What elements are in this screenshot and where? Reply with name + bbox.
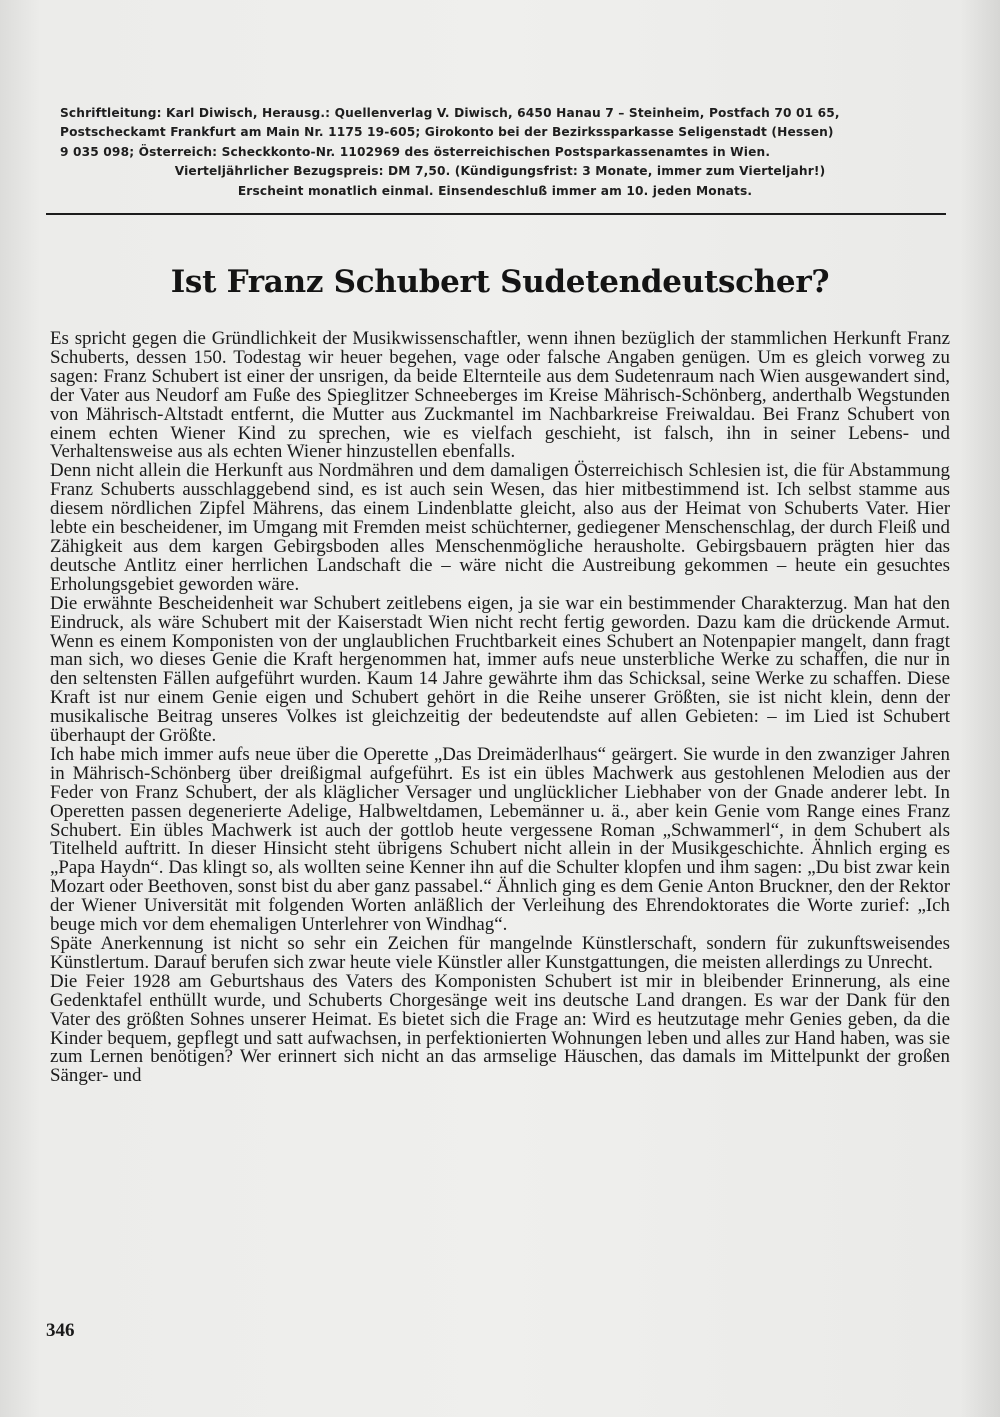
article-title: Ist Franz Schubert Sudetendeutscher? xyxy=(170,264,830,300)
paragraph: Denn nicht allein die Herkunft aus Nordmähren und dem damaligen Österreichisch Schlesien ist, die für Abstammung Franz Schuberts ausschlaggebend sind, es ist auch sein Wesen, das hier mitbestimmend ist. Ich selbst stamme aus diesem nördlichen Zipfel Mährens, das einem Lindenblatte gleicht, also aus der Heimat von Schuberts Vater. Hier lebte ein bescheidener, im Umgang mit Fremden meist schüchterner, gediegener Menschenschlag, der durch Fleiß und Zähigkeit aus dem kargen Gebirgsboden alles Menschenmögliche herausholte. Gebirgsbauern prägten hier das deutsche Antlitz einer herrlichen Landschaft die – wäre nicht die Austreibung gekommen – heute ein gesuchtes Erholungsgebiet geworden wäre. xyxy=(50,460,950,595)
masthead-line: Postscheckamt Frankfurt am Main Nr. 1175 19-605; Girokonto bei der Bezirkssparkasse Seligenstadt (Hessen) xyxy=(60,125,834,140)
masthead-line: 9 035 098; Österreich: Scheckkonto-Nr. 1102969 des österreichischen Postsparkassenamtes in Wien. xyxy=(60,144,771,159)
paragraph: Späte Anerkennung ist nicht so sehr ein Zeichen für mangelnde Künstlerschaft, sondern für zukunftsweisendes Künstlertum. Darauf berufen sich zwar heute viele Künstler aller Kunstgattungen, die meisten allerdings zu Unrecht. xyxy=(50,933,950,973)
paragraph: Ich habe mich immer aufs neue über die Operette „Das Dreimäderlhaus“ geärgert. Sie wurde in den zwanziger Jahren in Mährisch-Schönberg über dreißigmal aufgeführt. Es ist ein übles Machwerk aus gestohlenen Melodien aus der Feder von Franz Schubert, der als kläglicher Versager und unglücklicher Liebhaber von der Gnade anderer lebt. In Operetten passen degenerierte Adelige, Halbweltdamen, Lebemänner u. ä., aber kein Genie vom Range eines Franz Schubert. Ein übles Machwerk ist auch der gottlob heute vergessene Roman „Schwammerl“, in dem Schubert als Titelheld auftritt. In dieser Hinsicht steht übrigens Schubert nicht allein in der Musikgeschichte. Ähnlich erging es „Papa Haydn“. Das klingt so, als wollten seine Kenner ihn auf die Schulter klopfen und ihm sagen: „Du bist zwar kein Mozart oder Beethoven, sonst bist du aber ganz passabel.“ Ähnlich ging es dem Genie Anton Bruckner, den der Rektor der Wiener Universität mit folgenden Worten anläßlich der Verleihung des Ehrendoktorates die Worte zurief: „Ich beuge mich vor dem ehemaligen Unterlehrer von Windhag“. xyxy=(50,743,950,936)
masthead-line: Vierteljährlicher Bezugspreis: DM 7,50. (Kündigungsfrist: 3 Monate, immer zum Vierteljahr!) xyxy=(174,164,826,179)
header-divider xyxy=(46,213,946,215)
paragraph: Die erwähnte Bescheidenheit war Schubert zeitlebens eigen, ja sie war ein bestimmender Charakterzug. Man hat den Eindruck, als wäre Schubert mit der Kaiserstadt Wien nicht recht fertig geworden. Dazu kam die drückende Armut. Wenn es einem Komponisten von der unglaublichen Fruchtbarkeit eines Schubert an Notenpapier mangelt, dann fragt man sich, wo dieses Genie die Kraft hergenommen hat, immer aufs neue unsterbliche Werke zu schaffen, die nur in den seltensten Fällen aufgeführt wurden. Kaum 14 Jahre gewährte ihm das Schicksal, seine Werke zu schaffen. Diese Kraft ist nur einem Genie eigen und Schubert gehört in die Reihe unserer Größten, sie ist nicht klein, denn der musikalische Beitrag unseres Volkes ist gleichzeitig der bedeutendste auf allen Gebieten: – im Lied ist Schubert überhaupt der Größte. xyxy=(50,592,950,747)
paragraph: Es spricht gegen die Gründlichkeit der Musikwissenschaftler, wenn ihnen bezüglich der stammlichen Herkunft Franz Schuberts, dessen 150. Todestag wir heuer begehen, vage oder falsche Angaben genügen. Um es gleich vorweg zu sagen: Franz Schubert ist einer der unsrigen, da beide Elternteile aus dem Sudetenraum nach Wien ausgewandert sind, der Vater aus Neudorf am Fuße des Spieglitzer Schneeberges im Kreise Mährisch-Schönberg, anderthalb Wegstunden von Mährisch-Altstadt entfernt, die Mutter aus Zuckmantel im Nachbarkreise Freiwaldau. Bei Franz Schubert von einem echten Wiener Kind zu sprechen, wie es vielfach geschieht, ist falsch, ihn in seiner Lebens- und Verhaltensweise aus als echten Wiener hinzustellen ebenfalls. xyxy=(50,328,950,463)
article-body xyxy=(50,330,950,1086)
masthead-line: Erscheint monatlich einmal. Einsendeschluß immer am 10. jeden Monats. xyxy=(237,183,753,198)
masthead-line: Schriftleitung: Karl Diwisch, Herausg.: Quellenverlag V. Diwisch, 6450 Hanau 7 – Steinheim, Postfach 70 01 65, xyxy=(60,106,840,120)
masthead-info xyxy=(60,104,950,201)
page-number: 346 xyxy=(46,1320,75,1341)
paragraph: Die Feier 1928 am Geburtshaus des Vaters des Komponisten Schubert ist mir in bleibender Erinnerung, als eine Gedenktafel enthüllt wurde, und Schuberts Chorgesänge weit ins deutsche Land drangen. Es war der Dank für den Vater des größten Sohnes unserer Heimat. Es bietet sich die Frage an: Wird es heutzutage mehr Genies geben, da die Kinder bequem, gepflegt und satt aufwachsen, in perfektionierten Wohnungen leben und alles zur Hand haben, was sie zum Lernen benötigen? Wer erinnert sich nicht an das armselige Häuschen, das damals im Mittelpunkt der großen Sänger- und xyxy=(50,970,950,1087)
